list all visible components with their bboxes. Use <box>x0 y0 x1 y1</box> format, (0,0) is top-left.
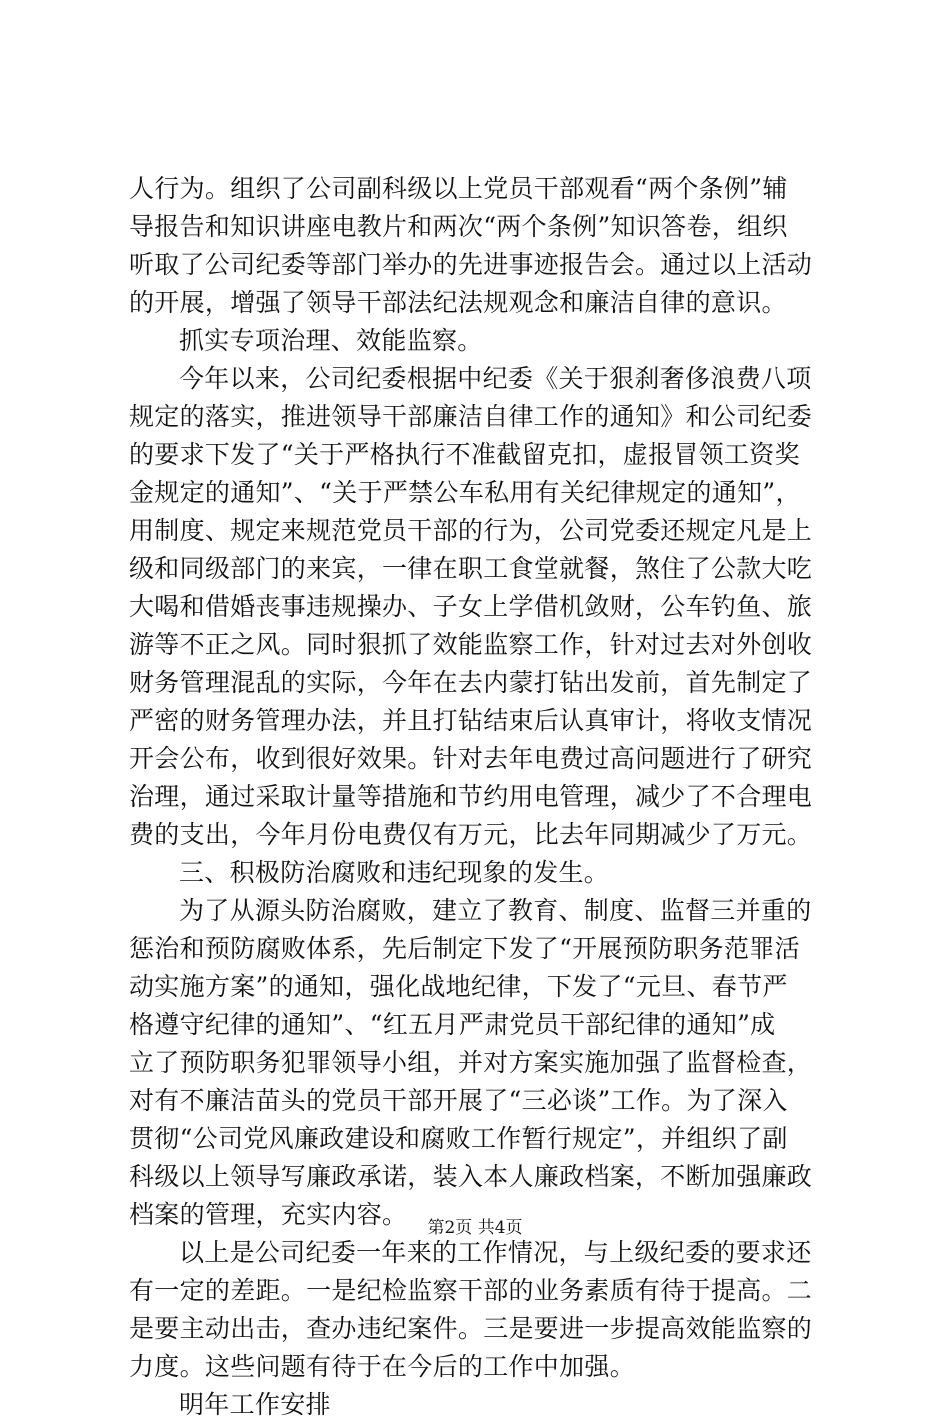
text-line: 严密的财务管理办法，并且打钻结束后认真审计，将收支情况 <box>129 706 813 735</box>
text-line: 科级以上领导写廉政承诺，装入本人廉政档案，不断加强廉政 <box>129 1162 813 1191</box>
text-line: 开会公布，收到很好效果。针对去年电费过高问题进行了研究 <box>129 744 813 773</box>
text-line: 档案的管理，充实内容。 <box>129 1200 408 1229</box>
text-line: 今年以来，公司纪委根据中纪委《关于狠刹奢侈浪费八项 <box>179 364 812 393</box>
page-footer: 第2页 共4页 <box>427 1218 523 1238</box>
text-line: 人行为。组织了公司副科级以上党员干部观看“两个条例”辅 <box>129 174 788 203</box>
text-line: 动实施方案”的通知，强化战地纪律，下发了“元旦、春节严 <box>129 972 788 1001</box>
text-line: 金规定的通知”、“关于严禁公车私用有关纪律规定的通知”， <box>129 478 801 507</box>
text-line: 格遵守纪律的通知”、“红五月严肃党员干部纪律的通知”成 <box>129 1010 776 1039</box>
text-line: 规定的落实，推进领导干部廉洁自律工作的通知》和公司纪委 <box>129 402 813 431</box>
text-line: 级和同级部门的来宾，一律在职工食堂就餐，煞住了公款大吃 <box>129 554 813 583</box>
text-line: 听取了公司纪委等部门举办的先进事迹报告会。通过以上活动 <box>129 250 813 279</box>
text-line: 大喝和借婚丧事违规操办、子女上学借机敛财，公车钓鱼、旅 <box>129 592 813 621</box>
text-line: 财务管理混乱的实际，今年在去内蒙打钻出发前，首先制定了 <box>129 668 813 697</box>
text-line: 用制度、规定来规范党员干部的行为，公司党委还规定凡是上 <box>129 516 813 545</box>
text-line: 导报告和知识讲座电教片和两次“两个条例”知识答卷，组织 <box>129 212 788 241</box>
text-line: 游等不正之风。同时狠抓了效能监察工作，针对过去对外创收 <box>129 630 813 659</box>
text-line: 费的支出，今年月份电费仅有万元，比去年同期减少了万元。 <box>129 820 813 849</box>
text-line: 力度。这些问题有待于在今后的工作中加强。 <box>129 1352 636 1381</box>
text-line: 以上是公司纪委一年来的工作情况，与上级纪委的要求还 <box>179 1238 812 1267</box>
text-line: 惩治和预防腐败体系，先后制定下发了“开展预防职务范罪活 <box>129 934 800 963</box>
text-line: 明年工作安排 <box>179 1390 331 1419</box>
text-line: 立了预防职务犯罪领导小组，并对方案实施加强了监督检查， <box>129 1048 813 1077</box>
text-line: 三、积极防治腐败和违纪现象的发生。 <box>179 858 610 887</box>
text-line: 为了从源头防治腐败，建立了教育、制度、监督三并重的 <box>179 896 812 925</box>
text-line: 的开展，增强了领导干部法纪法规观念和廉洁自律的意识。 <box>129 288 787 317</box>
text-line: 贯彻“公司党风廉政建设和腐败工作暂行规定”，并组织了副 <box>129 1124 788 1153</box>
text-line: 对有不廉洁苗头的党员干部开展了“三必谈”工作。为了深入 <box>129 1086 788 1115</box>
text-line: 有一定的差距。一是纪检监察干部的业务素质有待于提高。二 <box>129 1276 813 1305</box>
text-line: 抓实专项治理、效能监察。 <box>179 326 483 355</box>
text-line: 治理，通过采取计量等措施和节约用电管理，减少了不合理电 <box>129 782 813 811</box>
text-line: 是要主动出击，查办违纪案件。三是要进一步提高效能监察的 <box>129 1314 813 1343</box>
text-line: 的要求下发了“关于严格执行不准截留克扣，虚报冒领工资奖 <box>129 440 800 469</box>
